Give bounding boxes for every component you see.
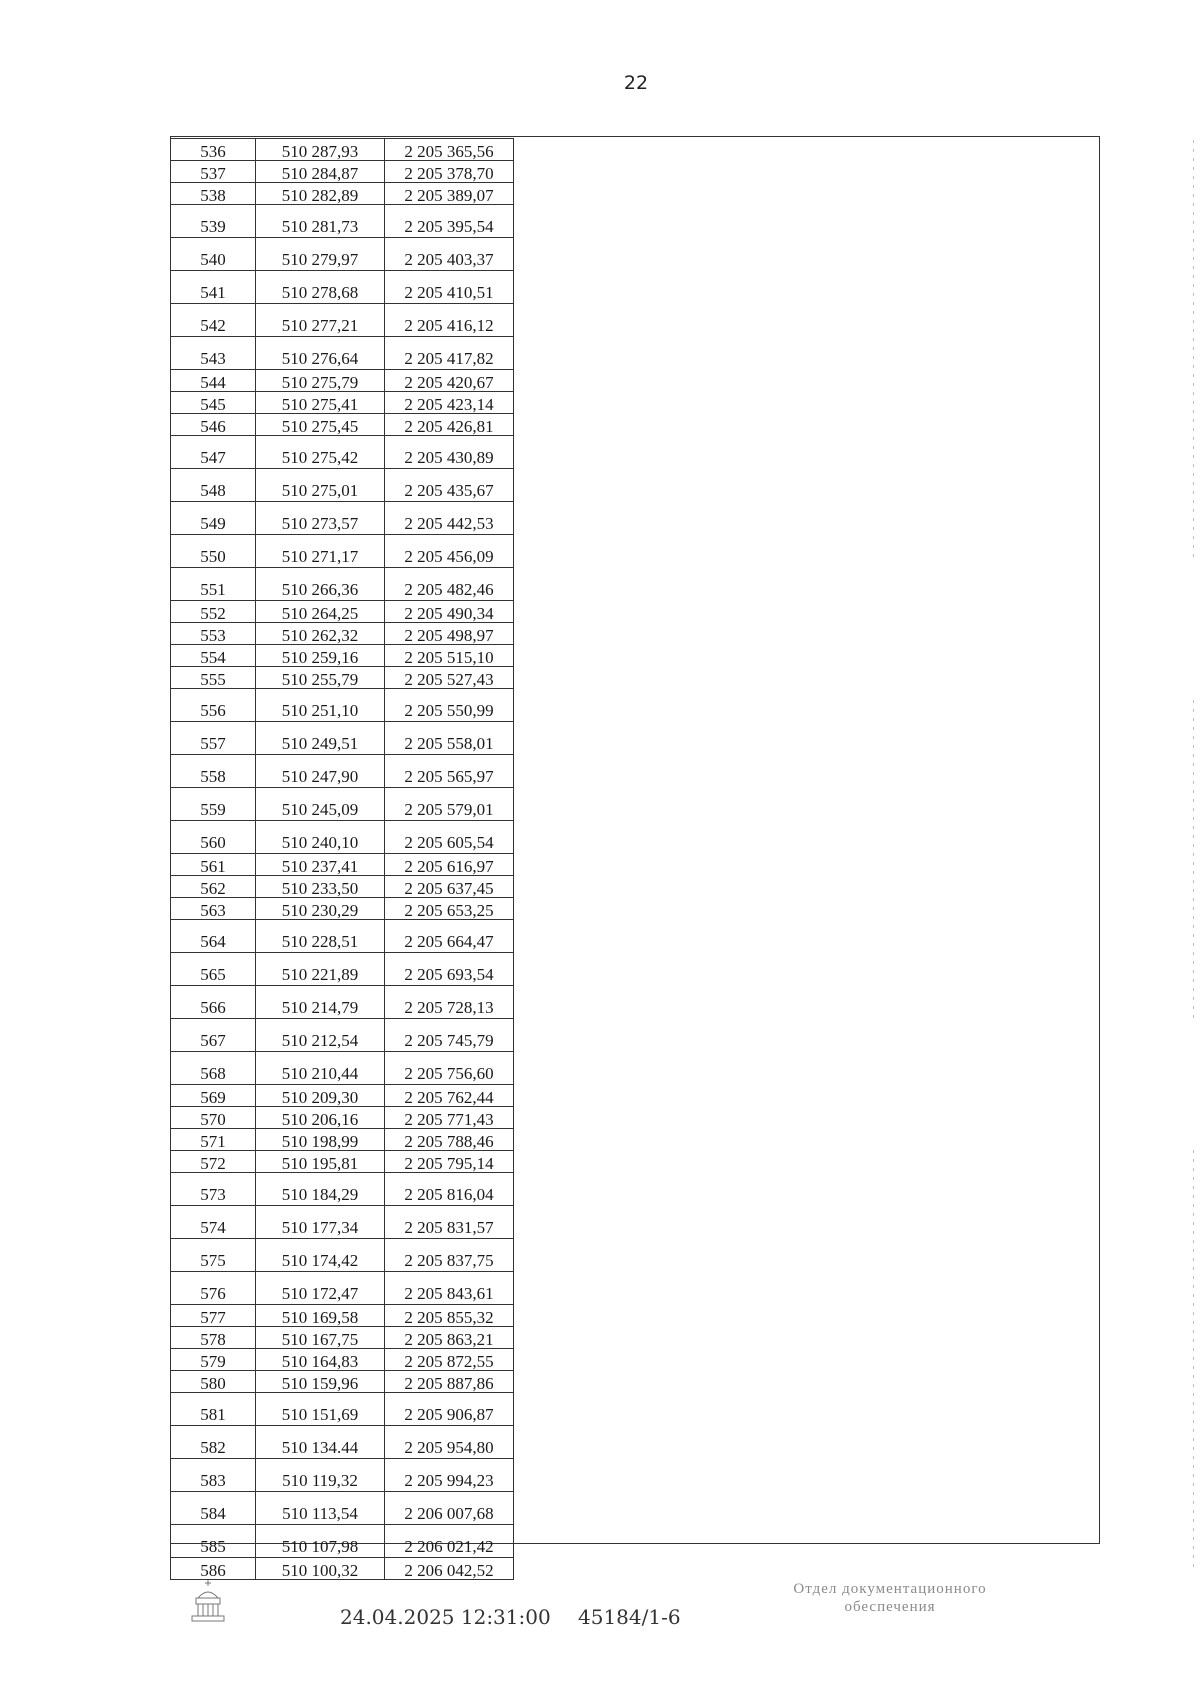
point-number-cell: 573 bbox=[171, 1173, 256, 1206]
table-row bbox=[171, 876, 514, 898]
y-coordinate-cell: 2 205 816,04 bbox=[385, 1173, 514, 1206]
point-number-cell: 585 bbox=[171, 1525, 256, 1558]
point-number-cell: 545 bbox=[171, 392, 256, 414]
y-coordinate-cell: 2 205 855,32 bbox=[385, 1305, 514, 1327]
x-coordinate-cell: 510 287,93 bbox=[256, 139, 385, 161]
y-coordinate-cell: 2 205 442,53 bbox=[385, 502, 514, 535]
table-row bbox=[171, 788, 514, 821]
table-row bbox=[171, 1492, 514, 1525]
x-coordinate-cell: 510 275,79 bbox=[256, 370, 385, 392]
point-number-cell: 581 bbox=[171, 1393, 256, 1426]
x-coordinate-cell: 510 266,36 bbox=[256, 568, 385, 601]
x-coordinate-cell: 510 275,45 bbox=[256, 414, 385, 436]
point-number-cell: 571 bbox=[171, 1129, 256, 1151]
y-coordinate-cell: 2 205 403,37 bbox=[385, 238, 514, 271]
table-row bbox=[171, 535, 514, 568]
point-number-cell: 539 bbox=[171, 205, 256, 238]
table-row bbox=[171, 370, 514, 392]
point-number-cell: 576 bbox=[171, 1272, 256, 1305]
point-number-cell: 572 bbox=[171, 1151, 256, 1173]
y-coordinate-cell: 2 205 515,10 bbox=[385, 645, 514, 667]
table-row bbox=[171, 1019, 514, 1052]
y-coordinate-cell: 2 205 395,54 bbox=[385, 205, 514, 238]
x-coordinate-cell: 510 164,83 bbox=[256, 1349, 385, 1371]
coordinates-table-body bbox=[171, 139, 514, 1580]
table-row bbox=[171, 898, 514, 920]
table-row bbox=[171, 722, 514, 755]
y-coordinate-cell: 2 205 410,51 bbox=[385, 271, 514, 304]
point-number-cell: 578 bbox=[171, 1327, 256, 1349]
stamp-line-2: обеспечения bbox=[844, 1599, 936, 1615]
y-coordinate-cell: 2 205 416,12 bbox=[385, 304, 514, 337]
table-row bbox=[171, 161, 514, 183]
x-coordinate-cell: 510 245,09 bbox=[256, 788, 385, 821]
y-coordinate-cell: 2 205 664,47 bbox=[385, 920, 514, 953]
table-row bbox=[171, 1558, 514, 1580]
table-row bbox=[171, 392, 514, 414]
x-coordinate-cell: 510 249,51 bbox=[256, 722, 385, 755]
y-coordinate-cell: 2 205 558,01 bbox=[385, 722, 514, 755]
y-coordinate-cell: 2 205 637,45 bbox=[385, 876, 514, 898]
table-row bbox=[171, 1349, 514, 1371]
y-coordinate-cell: 2 205 482,46 bbox=[385, 568, 514, 601]
y-coordinate-cell: 2 205 843,61 bbox=[385, 1272, 514, 1305]
table-row bbox=[171, 1525, 514, 1558]
table-row bbox=[171, 1459, 514, 1492]
x-coordinate-cell: 510 273,57 bbox=[256, 502, 385, 535]
x-coordinate-cell: 510 167,75 bbox=[256, 1327, 385, 1349]
y-coordinate-cell: 2 205 887,86 bbox=[385, 1371, 514, 1393]
point-number-cell: 541 bbox=[171, 271, 256, 304]
table-row bbox=[171, 1129, 514, 1151]
point-number-cell: 558 bbox=[171, 755, 256, 788]
point-number-cell: 546 bbox=[171, 414, 256, 436]
x-coordinate-cell: 510 277,21 bbox=[256, 304, 385, 337]
point-number-cell: 579 bbox=[171, 1349, 256, 1371]
table-row bbox=[171, 414, 514, 436]
footer-datetime: 24.04.2025 12:31:00 bbox=[340, 1605, 551, 1629]
y-coordinate-cell: 2 205 420,67 bbox=[385, 370, 514, 392]
x-coordinate-cell: 510 276,64 bbox=[256, 337, 385, 370]
y-coordinate-cell: 2 205 565,97 bbox=[385, 755, 514, 788]
scan-edge-mark bbox=[1193, 700, 1194, 1020]
x-coordinate-cell: 510 275,41 bbox=[256, 392, 385, 414]
y-coordinate-cell: 2 205 831,57 bbox=[385, 1206, 514, 1239]
point-number-cell: 547 bbox=[171, 436, 256, 469]
point-number-cell: 574 bbox=[171, 1206, 256, 1239]
y-coordinate-cell: 2 205 378,70 bbox=[385, 161, 514, 183]
footer-doc-number: 45184/1-6 bbox=[578, 1605, 681, 1629]
point-number-cell: 568 bbox=[171, 1052, 256, 1085]
point-number-cell: 542 bbox=[171, 304, 256, 337]
y-coordinate-cell: 2 205 456,09 bbox=[385, 535, 514, 568]
emblem-icon bbox=[186, 1578, 230, 1624]
table-row bbox=[171, 645, 514, 667]
x-coordinate-cell: 510 233,50 bbox=[256, 876, 385, 898]
table-row bbox=[171, 920, 514, 953]
y-coordinate-cell: 2 205 579,01 bbox=[385, 788, 514, 821]
point-number-cell: 553 bbox=[171, 623, 256, 645]
y-coordinate-cell: 2 205 389,07 bbox=[385, 183, 514, 205]
x-coordinate-cell: 510 210,44 bbox=[256, 1052, 385, 1085]
point-number-cell: 569 bbox=[171, 1085, 256, 1107]
x-coordinate-cell: 510 184,29 bbox=[256, 1173, 385, 1206]
point-number-cell: 551 bbox=[171, 568, 256, 601]
point-number-cell: 563 bbox=[171, 898, 256, 920]
table-row bbox=[171, 953, 514, 986]
table-row bbox=[171, 821, 514, 854]
table-row bbox=[171, 1305, 514, 1327]
x-coordinate-cell: 510 264,25 bbox=[256, 601, 385, 623]
y-coordinate-cell: 2 205 550,99 bbox=[385, 689, 514, 722]
y-coordinate-cell: 2 206 021,42 bbox=[385, 1525, 514, 1558]
table-row bbox=[171, 986, 514, 1019]
point-number-cell: 555 bbox=[171, 667, 256, 689]
x-coordinate-cell: 510 177,34 bbox=[256, 1206, 385, 1239]
y-coordinate-cell: 2 205 693,54 bbox=[385, 953, 514, 986]
point-number-cell: 537 bbox=[171, 161, 256, 183]
x-coordinate-cell: 510 113,54 bbox=[256, 1492, 385, 1525]
table-row bbox=[171, 854, 514, 876]
table-row bbox=[171, 1206, 514, 1239]
point-number-cell: 586 bbox=[171, 1558, 256, 1580]
y-coordinate-cell: 2 205 653,25 bbox=[385, 898, 514, 920]
x-coordinate-cell: 510 212,54 bbox=[256, 1019, 385, 1052]
point-number-cell: 567 bbox=[171, 1019, 256, 1052]
y-coordinate-cell: 2 206 007,68 bbox=[385, 1492, 514, 1525]
x-coordinate-cell: 510 119,32 bbox=[256, 1459, 385, 1492]
x-coordinate-cell: 510 259,16 bbox=[256, 645, 385, 667]
table-row bbox=[171, 502, 514, 535]
point-number-cell: 538 bbox=[171, 183, 256, 205]
point-number-cell: 536 bbox=[171, 139, 256, 161]
x-coordinate-cell: 510 172,47 bbox=[256, 1272, 385, 1305]
point-number-cell: 570 bbox=[171, 1107, 256, 1129]
y-coordinate-cell: 2 205 762,44 bbox=[385, 1085, 514, 1107]
table-row bbox=[171, 1327, 514, 1349]
x-coordinate-cell: 510 195,81 bbox=[256, 1151, 385, 1173]
y-coordinate-cell: 2 205 605,54 bbox=[385, 821, 514, 854]
x-coordinate-cell: 510 262,32 bbox=[256, 623, 385, 645]
x-coordinate-cell: 510 169,58 bbox=[256, 1305, 385, 1327]
table-row bbox=[171, 689, 514, 722]
x-coordinate-cell: 510 237,41 bbox=[256, 854, 385, 876]
point-number-cell: 562 bbox=[171, 876, 256, 898]
y-coordinate-cell: 2 205 788,46 bbox=[385, 1129, 514, 1151]
table-row bbox=[171, 1107, 514, 1129]
point-number-cell: 548 bbox=[171, 469, 256, 502]
y-coordinate-cell: 2 205 423,14 bbox=[385, 392, 514, 414]
x-coordinate-cell: 510 284,87 bbox=[256, 161, 385, 183]
y-coordinate-cell: 2 205 872,55 bbox=[385, 1349, 514, 1371]
point-number-cell: 575 bbox=[171, 1239, 256, 1272]
point-number-cell: 557 bbox=[171, 722, 256, 755]
x-coordinate-cell: 510 275,01 bbox=[256, 469, 385, 502]
table-row bbox=[171, 1151, 514, 1173]
y-coordinate-cell: 2 205 795,14 bbox=[385, 1151, 514, 1173]
y-coordinate-cell: 2 205 498,97 bbox=[385, 623, 514, 645]
stamp-line-1: Отдел документационного bbox=[793, 1581, 987, 1597]
y-coordinate-cell: 2 205 863,21 bbox=[385, 1327, 514, 1349]
table-row bbox=[171, 469, 514, 502]
x-coordinate-cell: 510 271,17 bbox=[256, 535, 385, 568]
table-row bbox=[171, 1272, 514, 1305]
table-row bbox=[171, 271, 514, 304]
x-coordinate-cell: 510 247,90 bbox=[256, 755, 385, 788]
x-coordinate-cell: 510 255,79 bbox=[256, 667, 385, 689]
point-number-cell: 564 bbox=[171, 920, 256, 953]
y-coordinate-cell: 2 205 527,43 bbox=[385, 667, 514, 689]
x-coordinate-cell: 510 198,99 bbox=[256, 1129, 385, 1151]
table-row bbox=[171, 337, 514, 370]
y-coordinate-cell: 2 205 490,34 bbox=[385, 601, 514, 623]
x-coordinate-cell: 510 151,69 bbox=[256, 1393, 385, 1426]
x-coordinate-cell: 510 134.44 bbox=[256, 1426, 385, 1459]
point-number-cell: 549 bbox=[171, 502, 256, 535]
page-number: 22 bbox=[623, 72, 649, 94]
table-row bbox=[171, 568, 514, 601]
y-coordinate-cell: 2 205 906,87 bbox=[385, 1393, 514, 1426]
table-row bbox=[171, 755, 514, 788]
table-row bbox=[171, 601, 514, 623]
point-number-cell: 561 bbox=[171, 854, 256, 876]
point-number-cell: 582 bbox=[171, 1426, 256, 1459]
point-number-cell: 559 bbox=[171, 788, 256, 821]
y-coordinate-cell: 2 205 954,80 bbox=[385, 1426, 514, 1459]
point-number-cell: 560 bbox=[171, 821, 256, 854]
x-coordinate-cell: 510 107,98 bbox=[256, 1525, 385, 1558]
point-number-cell: 577 bbox=[171, 1305, 256, 1327]
table-row bbox=[171, 139, 514, 161]
point-number-cell: 565 bbox=[171, 953, 256, 986]
x-coordinate-cell: 510 214,79 bbox=[256, 986, 385, 1019]
x-coordinate-cell: 510 279,97 bbox=[256, 238, 385, 271]
y-coordinate-cell: 2 205 426,81 bbox=[385, 414, 514, 436]
coordinates-table bbox=[170, 138, 514, 1580]
point-number-cell: 583 bbox=[171, 1459, 256, 1492]
scan-edge-mark bbox=[1193, 1150, 1194, 1570]
x-coordinate-cell: 510 206,16 bbox=[256, 1107, 385, 1129]
y-coordinate-cell: 2 205 417,82 bbox=[385, 337, 514, 370]
x-coordinate-cell: 510 100,32 bbox=[256, 1558, 385, 1580]
x-coordinate-cell: 510 174,42 bbox=[256, 1239, 385, 1272]
x-coordinate-cell: 510 159,96 bbox=[256, 1371, 385, 1393]
y-coordinate-cell: 2 206 042,52 bbox=[385, 1558, 514, 1580]
table-row bbox=[171, 436, 514, 469]
scan-edge-mark bbox=[1193, 140, 1194, 560]
table-row bbox=[171, 183, 514, 205]
x-coordinate-cell: 510 221,89 bbox=[256, 953, 385, 986]
table-row bbox=[171, 1393, 514, 1426]
department-stamp bbox=[740, 1580, 1040, 1616]
table-row bbox=[171, 1239, 514, 1272]
y-coordinate-cell: 2 205 365,56 bbox=[385, 139, 514, 161]
y-coordinate-cell: 2 205 771,43 bbox=[385, 1107, 514, 1129]
table-row bbox=[171, 304, 514, 337]
x-coordinate-cell: 510 230,29 bbox=[256, 898, 385, 920]
x-coordinate-cell: 510 251,10 bbox=[256, 689, 385, 722]
table-row bbox=[171, 1052, 514, 1085]
point-number-cell: 584 bbox=[171, 1492, 256, 1525]
y-coordinate-cell: 2 205 994,23 bbox=[385, 1459, 514, 1492]
table-row bbox=[171, 1426, 514, 1459]
x-coordinate-cell: 510 278,68 bbox=[256, 271, 385, 304]
y-coordinate-cell: 2 205 756,60 bbox=[385, 1052, 514, 1085]
table-row bbox=[171, 1371, 514, 1393]
x-coordinate-cell: 510 282,89 bbox=[256, 183, 385, 205]
x-coordinate-cell: 510 209,30 bbox=[256, 1085, 385, 1107]
x-coordinate-cell: 510 281,73 bbox=[256, 205, 385, 238]
point-number-cell: 566 bbox=[171, 986, 256, 1019]
y-coordinate-cell: 2 205 430,89 bbox=[385, 436, 514, 469]
point-number-cell: 540 bbox=[171, 238, 256, 271]
point-number-cell: 543 bbox=[171, 337, 256, 370]
point-number-cell: 580 bbox=[171, 1371, 256, 1393]
y-coordinate-cell: 2 205 435,67 bbox=[385, 469, 514, 502]
table-row bbox=[171, 1173, 514, 1206]
point-number-cell: 544 bbox=[171, 370, 256, 392]
y-coordinate-cell: 2 205 616,97 bbox=[385, 854, 514, 876]
x-coordinate-cell: 510 275,42 bbox=[256, 436, 385, 469]
table-row bbox=[171, 623, 514, 645]
point-number-cell: 556 bbox=[171, 689, 256, 722]
y-coordinate-cell: 2 205 728,13 bbox=[385, 986, 514, 1019]
point-number-cell: 550 bbox=[171, 535, 256, 568]
x-coordinate-cell: 510 240,10 bbox=[256, 821, 385, 854]
y-coordinate-cell: 2 205 745,79 bbox=[385, 1019, 514, 1052]
table-row bbox=[171, 238, 514, 271]
point-number-cell: 552 bbox=[171, 601, 256, 623]
table-row bbox=[171, 205, 514, 238]
point-number-cell: 554 bbox=[171, 645, 256, 667]
table-row bbox=[171, 1085, 514, 1107]
table-row bbox=[171, 667, 514, 689]
y-coordinate-cell: 2 205 837,75 bbox=[385, 1239, 514, 1272]
x-coordinate-cell: 510 228,51 bbox=[256, 920, 385, 953]
